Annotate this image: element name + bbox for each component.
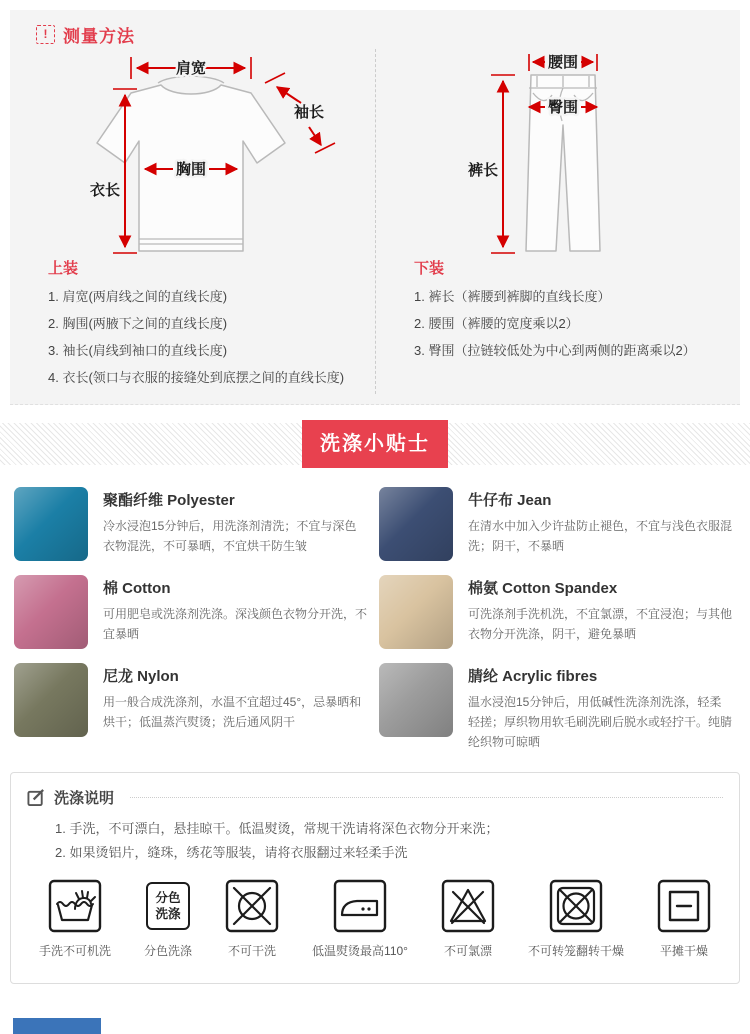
fabric-name: 牛仔布 Jean: [468, 492, 552, 509]
alert-icon: !: [36, 25, 55, 44]
fabric-swatch: [14, 487, 88, 561]
lower-heading: 下装: [414, 260, 445, 277]
label-waist: 腰围: [547, 54, 579, 71]
wash-instructions-box: [10, 772, 740, 984]
care-label: 不可干洗: [228, 944, 277, 959]
fabric-name: 棉 Cotton: [103, 580, 171, 597]
separate-colors-icon: 分色 洗涤: [146, 882, 190, 930]
care-handwash: [39, 879, 111, 959]
dotted-divider: [130, 797, 723, 798]
care-no-tumble-dry: [528, 879, 624, 959]
iron-low-icon: [333, 879, 387, 933]
upper-measure-list: [48, 286, 375, 386]
label-hip: 臀围: [547, 99, 579, 116]
next-section-accent-bar: [13, 1018, 101, 1034]
fabric-item-cotton-spandex: [379, 575, 736, 649]
measurement-title: 测量方法: [63, 27, 135, 46]
care-no-bleach: [441, 879, 495, 959]
fabric-desc: 在清水中加入少许盐防止褪色，不宜与浅色衣服混洗；阴干，不暴晒: [468, 519, 733, 553]
fabric-item-nylon: [14, 663, 371, 752]
pants-diagram: [393, 49, 723, 261]
fabric-swatch: [379, 487, 453, 561]
list-item: 4. 衣长(领口与衣服的接缝处到底摆之间的直线长度): [48, 370, 345, 385]
lower-garment-panel: [375, 49, 740, 394]
list-item: 1. 肩宽(两肩线之间的直线长度): [48, 289, 228, 304]
fabric-desc: 可用肥皂或洗涤剂洗涤。深浅颜色衣物分开洗，不宜暴晒: [103, 607, 368, 641]
label-chest: 胸围: [175, 161, 206, 178]
care-iron-low: [312, 879, 408, 959]
fabric-item-acrylic: [379, 663, 736, 752]
list-item: 2. 腰围（裤腰的宽度乘以2）: [414, 316, 579, 331]
care-label: 不可转笼翻转干燥: [527, 944, 624, 959]
list-item: 3. 臀围（拉链较低处为中心到两侧的距离乘以2）: [414, 343, 696, 358]
no-dryclean-icon: [225, 879, 279, 933]
fabric-tips-grid: [0, 465, 750, 758]
care-label: 平摊干燥: [659, 944, 708, 959]
wash-instructions-list: [55, 818, 723, 861]
tshirt-diagram: [19, 49, 367, 261]
label-sleeve-length: 袖长: [293, 104, 324, 121]
care-label: 低温熨烫最高110°: [312, 944, 408, 959]
list-item: 2. 如果烫铝片，缝珠，绣花等服装，请将衣服翻过来轻柔手洗: [55, 845, 408, 861]
label-garment-length: 衣长: [89, 182, 120, 199]
no-bleach-icon: [441, 879, 495, 933]
list-item: 1. 裤长（裤腰到裤脚的直线长度）: [414, 289, 611, 304]
label-pants-length: 裤长: [467, 162, 499, 179]
fabric-name: 聚酯纤维 Polyester: [103, 492, 235, 509]
list-item: 3. 袖长(肩线到袖口的直线长度): [48, 343, 228, 358]
fabric-item-polyester: [14, 487, 371, 561]
handwash-icon: [48, 879, 102, 933]
fabric-desc: 冷水浸泡15分钟后，用洗涤剂清洗；不宜与深色衣物混洗，不可暴晒，不宜烘干防生皱: [103, 519, 357, 553]
fabric-swatch: [14, 663, 88, 737]
care-icons-row: [27, 879, 723, 959]
fabric-swatch: [379, 663, 453, 737]
care-separate-colors: [144, 879, 192, 959]
fabric-desc: 可洗涤剂手洗机洗，不宜氯漂，不宜浸泡；与其他衣物分开洗涤，阴干，避免暴晒: [468, 607, 733, 641]
care-no-dryclean: [225, 879, 279, 959]
no-tumble-dry-icon: [549, 879, 603, 933]
fabric-item-jean: [379, 487, 736, 561]
upper-heading: 上装: [48, 260, 79, 277]
care-label: 分色洗涤: [144, 944, 193, 959]
measurement-section: [10, 10, 740, 405]
fabric-swatch: [379, 575, 453, 649]
fabric-desc: 温水浸泡15分钟后，用低碱性洗涤剂洗涤，轻柔轻搓；厚织物用软毛刷洗刷后脱水或轻拧干。纯腈纶织物可晾晒: [468, 695, 733, 749]
dry-flat-icon: [657, 879, 711, 933]
edit-icon: [27, 788, 46, 807]
care-label: 不可氯漂: [443, 944, 492, 959]
fabric-name: 尼龙 Nylon: [103, 668, 179, 685]
care-label: 手洗不可机洗: [39, 944, 112, 959]
upper-garment-panel: [10, 49, 375, 394]
fabric-item-cotton: [14, 575, 371, 649]
list-item: 2. 胸围(两腋下之间的直线长度): [48, 316, 228, 331]
list-item: 1. 手洗，不可漂白，悬挂晾干。低温熨烫，常规干洗请将深色衣物分开来洗；: [55, 821, 499, 837]
washing-tips-title: 洗涤小贴士: [302, 420, 448, 468]
fabric-name: 腈纶 Acrylic fibres: [468, 668, 598, 685]
lower-measure-list: [414, 286, 740, 359]
care-dry-flat: [657, 879, 711, 959]
washing-tips-banner: [0, 423, 750, 465]
fabric-name: 棉氨 Cotton Spandex: [468, 580, 618, 597]
wash-instructions-title: 洗涤说明: [54, 790, 115, 808]
measurement-header: [10, 22, 740, 47]
fabric-desc: 用一般合成洗涤剂，水温不宜超过45°，忌暴晒和烘干；低温蒸汽熨烫；洗后通风阴干: [103, 695, 362, 729]
fabric-swatch: [14, 575, 88, 649]
label-shoulder-width: 肩宽: [175, 60, 206, 77]
